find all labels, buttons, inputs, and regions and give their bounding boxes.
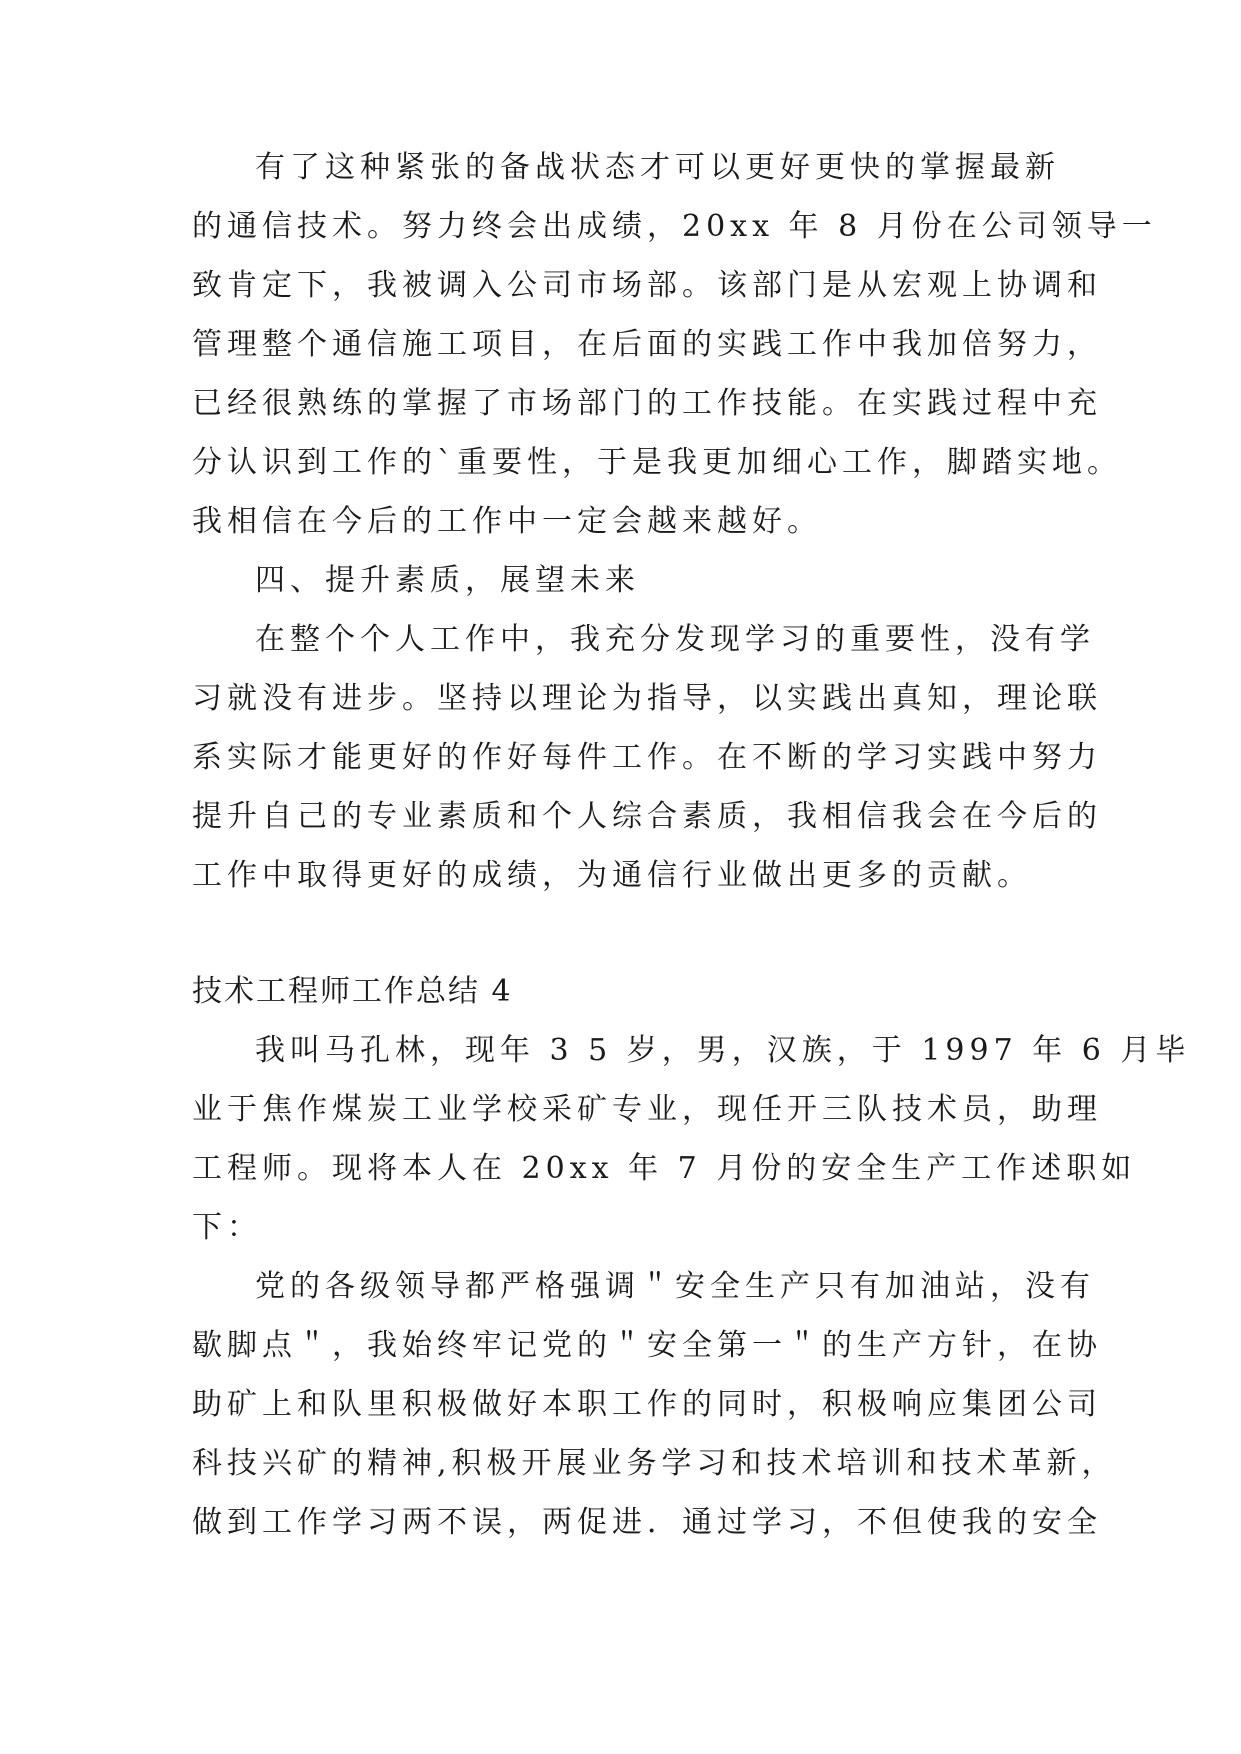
paragraph-line: 歇脚点＂，我始终牢记党的＂安全第一＂的生产方针，在协 [192,1328,1102,1363]
paragraph-line: 管理整个通信施工项目，在后面的实践工作中我加倍努力， [192,327,1102,362]
paragraph-line: 有了这种紧张的备战状态才可以更好更快的掌握最新 [255,150,1060,185]
paragraph-line: 的通信技术。努力终会出成绩，20xx 年 8 月份在公司领导一 [192,209,1157,244]
paragraph-line: 习就没有进步。坚持以理论为指导，以实践出真知，理论联 [192,681,1102,716]
paragraph-line: 工作中取得更好的成绩，为通信行业做出更多的贡献。 [192,858,1032,893]
paragraph-line: 业于焦作煤炭工业学校采矿专业，现任开三队技术员，助理 [192,1092,1102,1127]
document-section-title: 技术工程师工作总结 4 [192,974,513,1009]
paragraph-line: 我叫马孔林，现年 3 5 岁，男，汉族，于 1997 年 6 月毕 [255,1033,1191,1068]
paragraph-line: 工程师。现将本人在 20xx 年 7 月份的安全生产工作述职如 [192,1151,1137,1186]
paragraph-line: 科技兴矿的精神,积极开展业务学习和技术培训和技术革新， [192,1446,1117,1481]
paragraph-line: 提升自己的专业素质和个人综合素质，我相信我会在今后的 [192,799,1102,834]
paragraph-line: 系实际才能更好的作好每件工作。在不断的学习实践中努力 [192,740,1102,775]
paragraph-line: 做到工作学习两不误，两促进．通过学习，不但使我的安全 [192,1505,1102,1540]
paragraph-line: 党的各级领导都严格强调＂安全生产只有加油站，没有 [255,1269,1095,1304]
paragraph-line: 致肯定下，我被调入公司市场部。该部门是从宏观上协调和 [192,268,1102,303]
section-heading: 四、提升素质，展望未来 [255,563,640,598]
paragraph-line: 下： [192,1210,262,1245]
paragraph-line: 助矿上和队里积极做好本职工作的同时，积极响应集团公司 [192,1387,1102,1422]
paragraph-line: 我相信在今后的工作中一定会越来越好。 [192,504,822,539]
paragraph-line: 已经很熟练的掌握了市场部门的工作技能。在实践过程中充 [192,386,1102,421]
paragraph-line: 分认识到工作的`重要性，于是我更加细心工作，脚踏实地。 [192,445,1122,480]
paragraph-line: 在整个个人工作中，我充分发现学习的重要性，没有学 [255,622,1095,657]
